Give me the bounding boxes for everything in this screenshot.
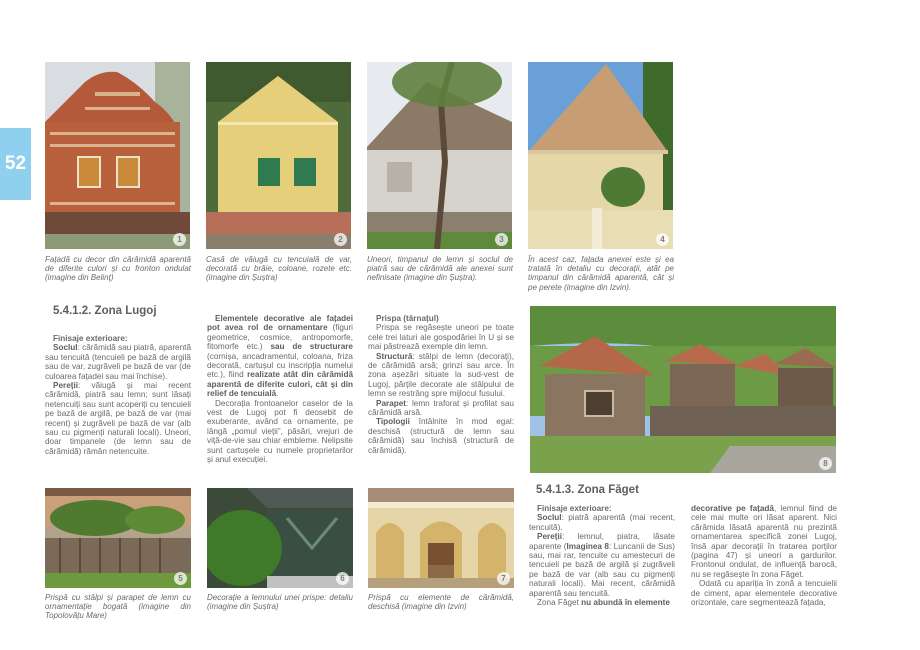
- caption-photo-3: Uneori, timpanul de lemn și soclul de piatră sau de cărămidă ale anexei sunt nefinisate (imagine din Șuștra).: [367, 255, 513, 283]
- cement-plaster-text: Odată cu apariția în zonă a tencuielii de ciment, apar elementele decorative orizontale, care segmentează fațada,: [691, 579, 837, 608]
- faget-socle-text: : piatră aparentă (mai recent, tencuită).: [529, 513, 675, 532]
- label-walls: Pereții: [53, 381, 79, 391]
- structuring-bold: sau de structurare: [270, 342, 353, 352]
- brick-relief-bold: realizate atât din cărămidă aparentă de diferite culori, cât și din relief de tencuială: [207, 370, 353, 399]
- decorative-elements-bold: Elementele decorative ale fațadei pot avea rol de ornamentare: [207, 314, 353, 333]
- faget-walls-text: : Luncanii de Sus) sau, mai rar, tencuite cu amestecuri de tencuieli pe bază de argilă și zugrăveli pe bază de var (alb sau cu pigmenți naturali locali). Mai recent, cărămidă aparentă sau tencuită.: [529, 541, 675, 598]
- caption-photo-2: Casă de văiugă cu tencuială de var, decorată cu brâie, coloane, rozete etc. (imagine din Șuștra): [206, 255, 352, 283]
- lugoj-column-2: [207, 314, 353, 465]
- porch-structure-text: : stâlpi de lemn (decorați), de cărămidă arsă; grinzi sau arce. În zona așezări situate la sud-vest de Lugoj, părțile decorate ale stâlpului de lemn se restrâng spre mijlocul fusului.: [368, 351, 514, 399]
- decorative-text: .: [276, 389, 279, 399]
- label-typologies: Tipologii: [376, 417, 410, 427]
- faget-column-1: [529, 504, 675, 607]
- faget-walls-text: : lemnul, piatra, lăsate aparente (: [529, 532, 675, 551]
- photo-7-brick-porch: [368, 488, 514, 588]
- label-walls: Pereții: [537, 532, 563, 542]
- section-title-faget: 5.4.1.3. Zona Făget: [536, 484, 639, 496]
- image-reference: Imaginea 8: [566, 541, 609, 551]
- page-number: 52: [0, 128, 31, 200]
- photo-8-wooden-houses: [530, 306, 836, 473]
- caption-photo-1: Fațadă cu decor din cărămidă aparentă de diferite culori și cu fronton ondulat (imagine din Belinț): [45, 255, 191, 283]
- caption-photo-7: Prispă cu elemente de cărămidă, deschisă (imagine din Izvin): [368, 593, 514, 612]
- label-structure: Structură: [376, 351, 413, 361]
- photo-number-badge: 4: [656, 233, 669, 246]
- porch-heading: Prispa (târnațul): [376, 314, 439, 323]
- section-title-lugoj: 5.4.1.2. Zona Lugoj: [53, 305, 157, 317]
- porch-parapet-text: : lemn traforat și profilat sau cărămidă arsă.: [368, 398, 514, 418]
- decorative-facade-bold: decorative pe fațadă: [691, 504, 774, 513]
- decorative-text: (cornișa, ancadramentul, coloana, friza decorată, cartușul cu inscripția numelui etc.), fiind: [207, 351, 353, 380]
- lugoj-walls-text: : văiugă și mai recent cărămidă, piatră sau lemn; sunt lăsați netencuiți sau sunt acoperiți cu tencuieli pe bază de argilă, pe bază de var (mai recent) și zugrăveli pe bază de var (alb sau cu pigmenți naturali locali). Uneori, doar timpanele (de lemn sau de cărămidă) rămân netencuite.: [45, 381, 191, 456]
- caption-photo-5: Prispă cu stâlpi și parapet de lemn cu ornamentație bogată (imagine din Topolovățu Mare): [45, 593, 191, 621]
- photo-number-badge: 6: [336, 572, 349, 585]
- photo-1-brick-facade: [45, 62, 190, 249]
- photo-number-badge: 3: [495, 233, 508, 246]
- lugoj-finishes-heading: Finisaje exterioare:: [53, 334, 128, 343]
- not-abundant-bold: nu abundă în elemente: [581, 598, 670, 608]
- porch-typologies-text: întâlnite în mod egal: deschisă (structură de lemn sau cărămidă) sau închisă (structură de cărămidă).: [368, 417, 514, 455]
- faget-finishes-heading: Finisaje exterioare:: [537, 504, 612, 513]
- caption-photo-6: Decorație a lemnului unei prispe: detaliu (imagine din Șuștra): [207, 593, 353, 612]
- photo-3-wooden-annex: [367, 62, 512, 249]
- photo-4-brick-gable-annex: [528, 62, 673, 249]
- caption-photo-4: În acest caz, fațada anexei este și ea tratată în detaliu cu decorații, atât pe timpanul din cărămidă aparentă, cât și pe perete (imagine din Izvin).: [528, 255, 674, 292]
- faget-column-2: [691, 504, 837, 607]
- lugoj-socle-text: : cărămidă sau piatră, aparentă sau tencuită (tencuieli pe bază de argilă sau de var, zugrăveli pe bază de var (de culoarea fațadei sau mai închise).: [45, 343, 191, 381]
- photo-number-badge: 8: [819, 457, 832, 470]
- label-parapet: Parapet: [376, 398, 407, 408]
- gable-decoration-text: Decorația frontoanelor caselor de la vest de Lugoj pot fi deosebit de exuberante, având ca ornamente, pe lângă „pomul vieții”, păsări, vrejuri de viță-de-vie sau chiar embleme. Nelipsite sunt cartușele cu numele proprietarilor și anul execuției.: [207, 398, 353, 465]
- photo-number-badge: 2: [334, 233, 347, 246]
- photo-5-wooden-porch: [45, 488, 191, 588]
- porch-intro-text: Prispa se regăsește uneori pe toate cele trei laturi ale gospodăriei în U și se mai păstrează exemple din lemn.: [368, 323, 514, 352]
- photo-6-wood-detail: [207, 488, 353, 588]
- photo-number-badge: 5: [174, 572, 187, 585]
- photo-number-badge: 7: [497, 572, 510, 585]
- label-socle: Soclul: [537, 513, 562, 523]
- faget-decoration-text: , lemnul fiind de cele mai multe ori lăsat aparent. Nici cărămida lăsată aparentă nu prezintă ornamentarea specifică zonei Lugoj, însă apar decorații în tratarea porților (pagina 47) și uneori a gardurilor. Frontonul ondulat, de influență barocă, nu se regăsește în zona Făget.: [691, 504, 837, 579]
- faget-zone-text: Zona Făget: [537, 598, 582, 608]
- photo-number-badge: 1: [173, 233, 186, 246]
- lugoj-column-3: [368, 314, 514, 455]
- label-socle: Soclul: [53, 343, 78, 353]
- photo-2-yellow-house: [206, 62, 351, 249]
- decorative-text: (figuri geometrice, cosmice, antropomorfe, fitomorfe etc.): [207, 323, 353, 352]
- lugoj-column-1: [45, 334, 191, 456]
